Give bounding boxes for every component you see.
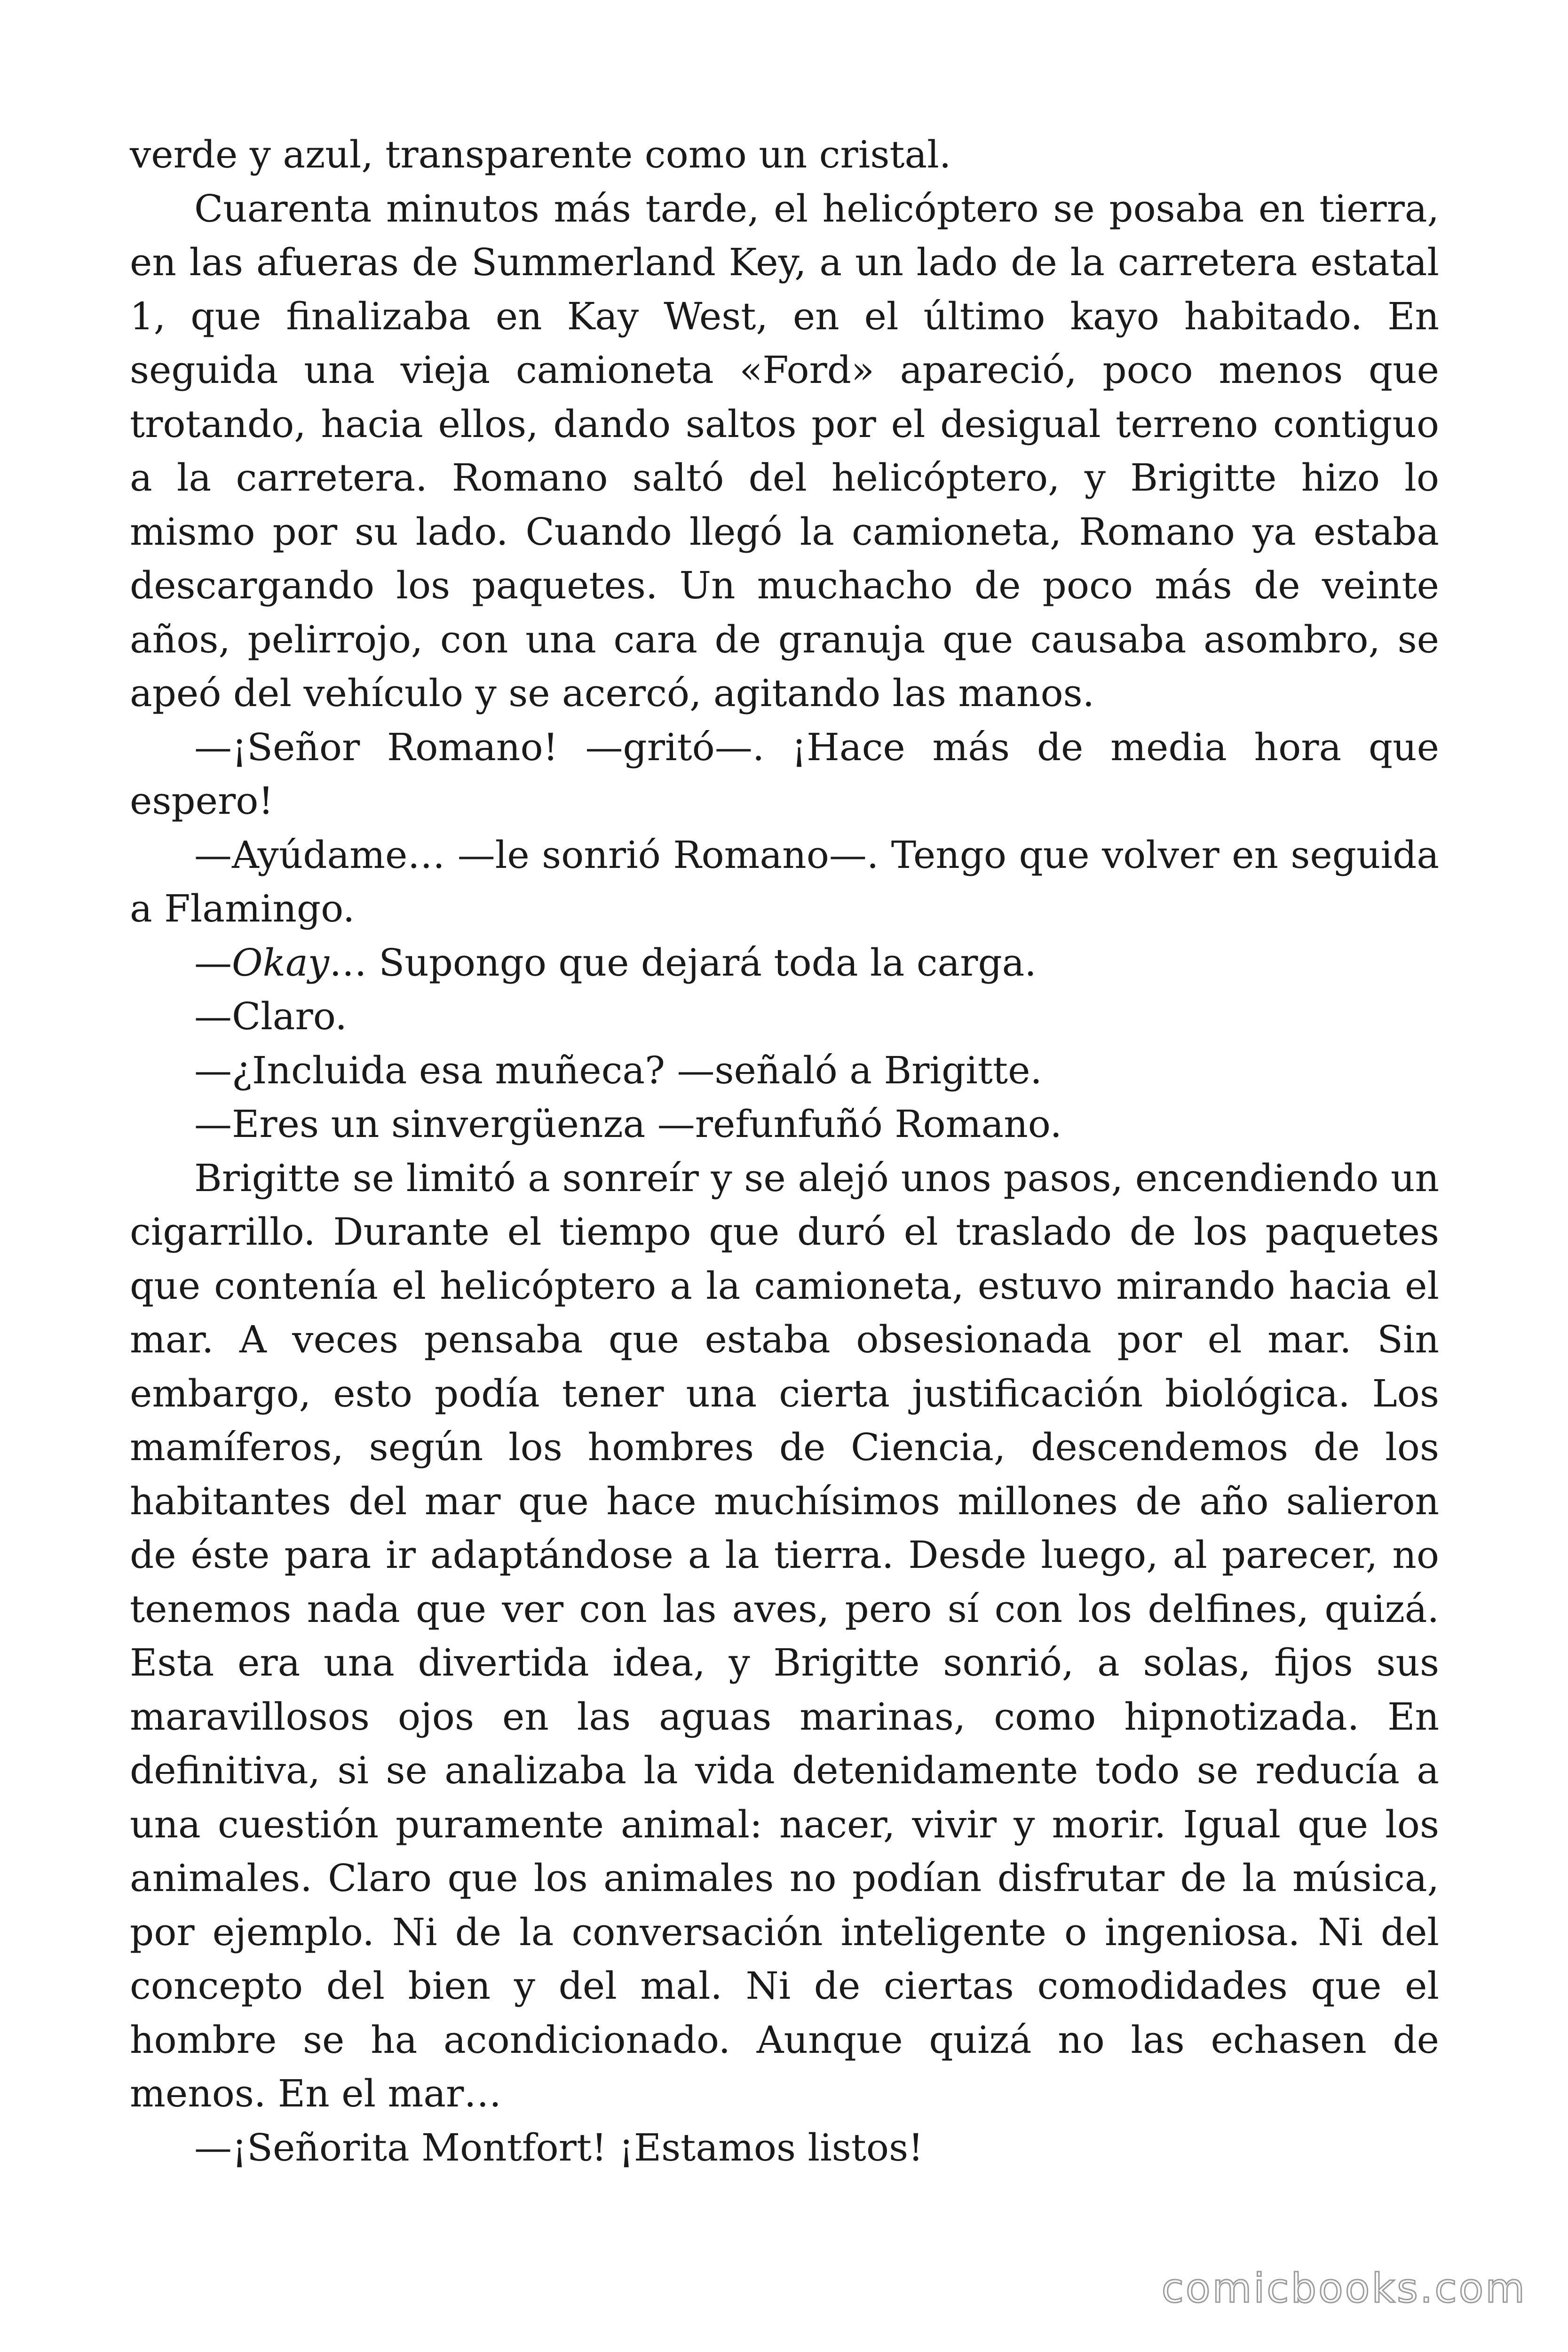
text-segment: —Ayúdame… —le sonrió Romano—. Tengo que volver en seguida a Flamingo. xyxy=(130,833,1439,930)
paragraph xyxy=(130,1044,1439,1098)
text-segment: — xyxy=(194,940,232,985)
text-segment: Brigitte se limitó a sonreír y se alejó unos pasos, encendiendo un cigarrillo. Durante el tiempo que duró el traslado de los paquetes que contenía el helicóptero a la camioneta, estuvo mirando hacia el mar. A veces pensaba que estaba obsesionada por el mar. Sin embargo, esto podía tener una cierta justificación biológica. Los mamíferos, según los hombres de Ciencia, descendemos de los habitantes del mar que hace muchísimos millones de año salieron de éste para ir adaptándose a la tierra. Desde luego, al parecer, no tenemos nada que ver con las aves, pero sí con los delfines, quizá. Esta era una divertida idea, y Brigitte sonrió, a solas, fijos sus maravillosos ojos en las aguas marinas, como hipnotizada. En definitiva, si se analizaba la vida detenidamente todo se reducía a una cuestión puramente animal: nacer, vivir y morir. Igual que los animales. Claro que los animales no podían disfrutar de la música, por ejemplo. Ni de la conversación inteligente o ingeniosa. Ni del concepto del bien y del mal. Ni de ciertas comodidades que el hombre se ha acondicionado. Aunque quizá no las echasen de menos. En el mar… xyxy=(130,1156,1439,2115)
paragraph xyxy=(130,828,1439,936)
text-segment: —¿Incluida esa muñeca? —señaló a Brigitte. xyxy=(194,1048,1042,1092)
paragraph xyxy=(130,721,1439,828)
body-text xyxy=(130,128,1439,2175)
paragraph xyxy=(130,2121,1439,2175)
text-segment: … Supongo que dejará toda la carga. xyxy=(329,940,1037,985)
text-segment: Cuarenta minutos más tarde, el helicóptero se posaba en tierra, en las afueras de Summerland Key, a un lado de la carretera estatal 1, que finalizaba en Kay West, en el último kayo habitado. En seguida una vieja camioneta «Ford» apareció, poco menos que trotando, hacia ellos, dando saltos por el desigual terreno contiguo a la carretera. Romano saltó del helicóptero, y Brigitte hizo lo mismo por su lado. Cuando llegó la camioneta, Romano ya estaba descargando los paquetes. Un muchacho de poco más de veinte años, pelirrojo, con una cara de granuja que causaba asombro, se apeó del vehículo y se acercó, agitando las manos. xyxy=(130,186,1439,715)
text-segment: verde y azul, transparente como un cristal. xyxy=(130,133,951,176)
text-segment: —Eres un sinvergüenza —refunfuñó Romano. xyxy=(194,1102,1062,1146)
text-segment: —¡Señor Romano! —gritó—. ¡Hace más de media hora que espero! xyxy=(130,725,1439,823)
paragraph xyxy=(130,128,1439,182)
watermark: comicbooks.com xyxy=(1161,2265,1527,2312)
paragraph xyxy=(130,1097,1439,1152)
paragraph xyxy=(130,182,1439,721)
paragraph xyxy=(130,936,1439,990)
italic-text: Okay xyxy=(232,940,329,985)
text-segment: —Claro. xyxy=(194,994,347,1038)
text-segment: —¡Señorita Montfort! ¡Estamos listos! xyxy=(194,2125,924,2169)
paragraph xyxy=(130,990,1439,1044)
paragraph xyxy=(130,1152,1439,2121)
